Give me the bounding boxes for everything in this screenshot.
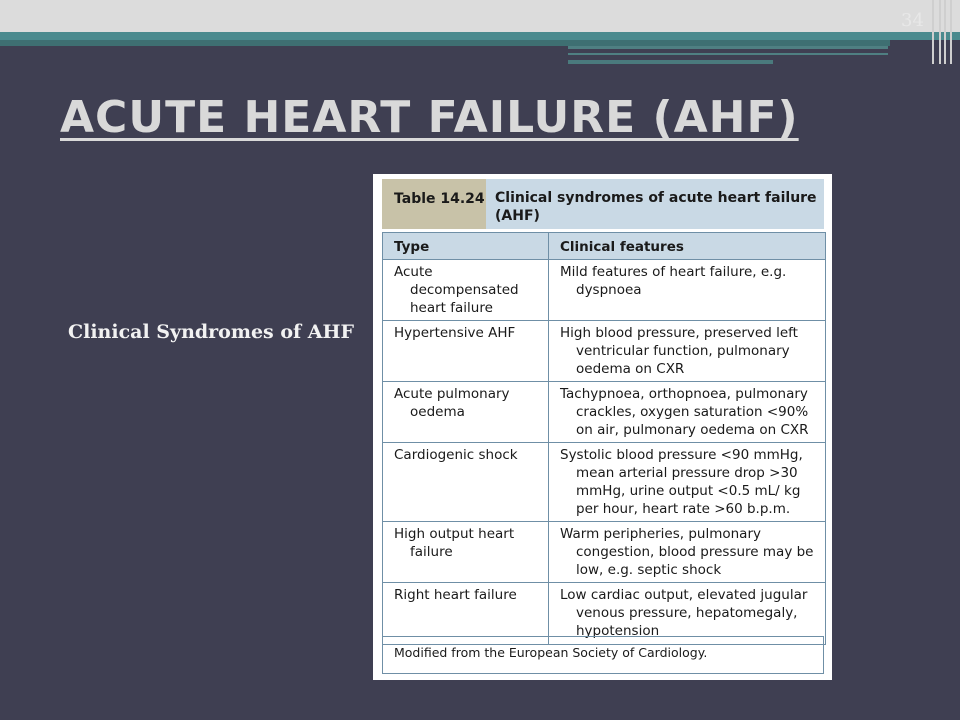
table-row [383,522,826,583]
features-text: Mild features of heart failure, e.g. dyspnoea [560,264,787,298]
type-cell [383,522,549,583]
type-text: Hypertensive AHF [394,325,516,341]
features-text: Tachypnoea, orthopnoea, pulmonary crackles, oxygen saturation <90% on air, pulmonary oedema on CXR [560,386,809,438]
table-header-row [383,233,826,260]
type-cell [383,443,549,522]
type-text: Cardiogenic shock [394,447,518,463]
features-cell [549,321,826,382]
table-footnote: Modified from the European Society of Cardiology. [382,636,824,674]
accent-line [568,53,888,55]
features-cell [549,382,826,443]
features-cell [549,260,826,321]
table-row [383,443,826,522]
slide-subtitle: Clinical Syndromes of AHF [68,321,354,343]
decorative-vertical-lines [930,0,958,64]
type-cell [383,321,549,382]
slide-title: ACUTE HEART FAILURE (AHF) [60,92,799,143]
accent-line [568,60,773,64]
slide-number: 34 [901,10,924,31]
features-cell [549,522,826,583]
table-row [383,260,826,321]
syndromes-table-image [373,174,832,680]
type-cell [383,382,549,443]
type-text: Acute pulmonary oedema [394,386,510,420]
top-band [0,0,960,32]
type-text: Right heart failure [394,587,517,603]
accent-line [568,46,888,49]
type-text: High output heart failure [394,526,515,560]
column-header-type: Type [383,233,549,260]
syndromes-table [382,232,826,645]
table-number: Table 14.24 [382,179,486,229]
table-header-band [382,179,824,229]
features-text: High blood pressure, preserved left ventricular function, pulmonary oedema on CXR [560,325,798,377]
table-caption: Clinical syndromes of acute heart failure (AHF) [486,179,824,229]
features-cell [549,443,826,522]
features-text: Warm peripheries, pulmonary congestion, blood pressure may be low, e.g. septic shock [560,526,814,578]
accent-bar [0,32,960,40]
column-header-features: Clinical features [549,233,826,260]
table-row [383,321,826,382]
type-text: Acute decompensated heart failure [394,264,519,316]
features-text: Systolic blood pressure <90 mmHg, mean arterial pressure drop >30 mmHg, urine output <0.5 mL/ kg per hour, heart rate >60 b.p.m. [560,447,803,517]
table-row [383,382,826,443]
type-cell [383,260,549,321]
features-text: Low cardiac output, elevated jugular venous pressure, hepatomegaly, hypotension [560,587,808,639]
